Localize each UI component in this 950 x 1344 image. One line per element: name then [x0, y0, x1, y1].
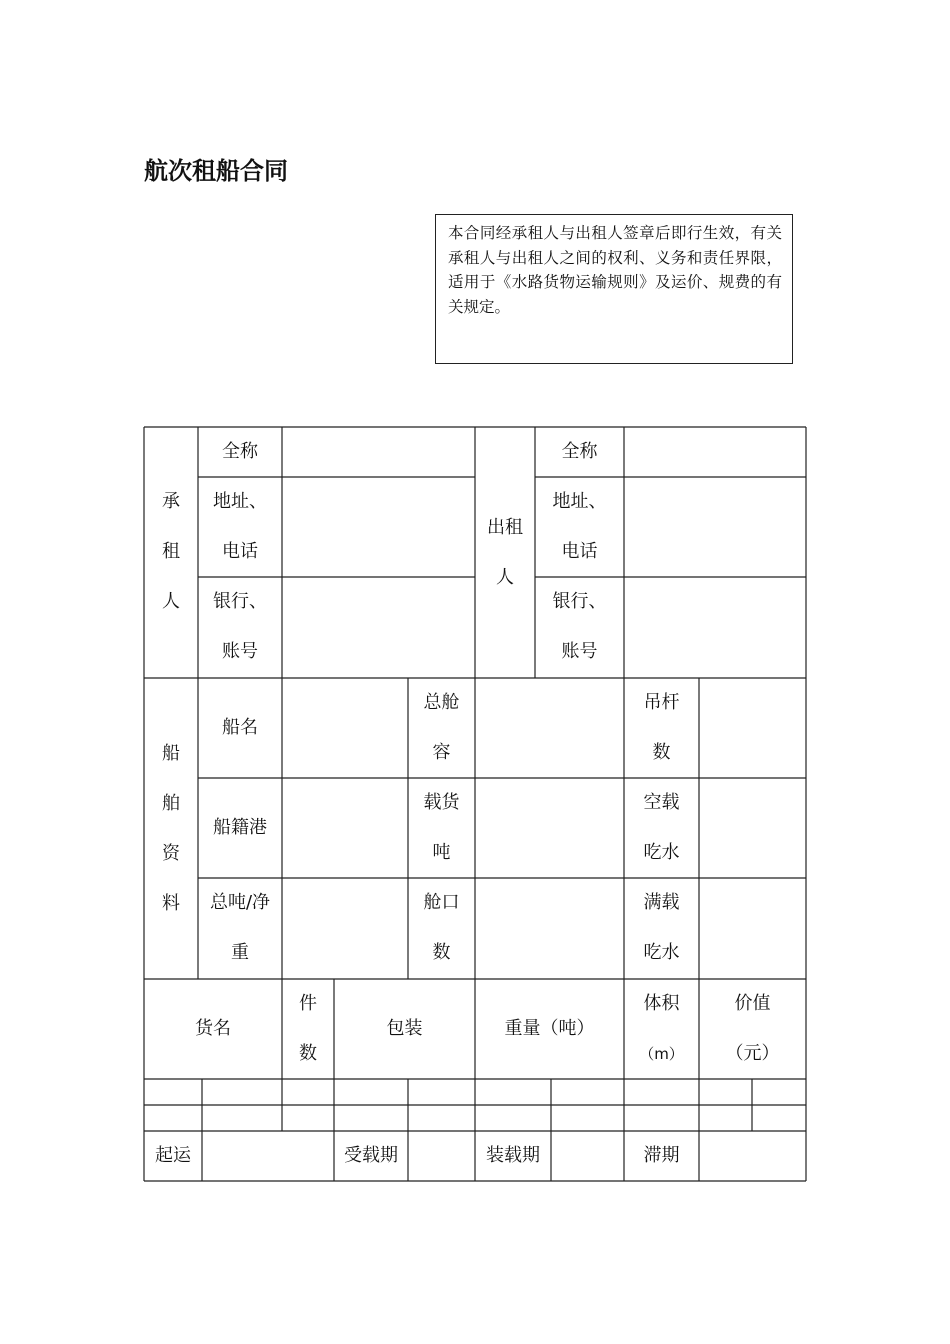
document-title: 航次租船合同	[144, 157, 288, 185]
cargo-value-header: 价值 （元）	[725, 993, 780, 1064]
owner-fullname-label: 全称	[561, 441, 598, 462]
charterer-bank-label: 银行、 账号	[213, 591, 267, 662]
ship-derricks-label: 吊杆 数	[643, 692, 680, 763]
cargo-volume-header: 体积 （m）	[639, 993, 684, 1063]
ship-name-label: 船名	[222, 717, 258, 738]
cargo-weight-header: 重量（吨）	[504, 1018, 595, 1039]
owner-address-label: 地址、 电话	[552, 491, 607, 562]
cargo-packing-header: 包装	[386, 1018, 423, 1039]
loading-period-label: 装载期	[486, 1145, 540, 1166]
ship-info-label: 船 舶 资 料	[162, 743, 180, 914]
note-text: 本合同经承租人与出租人签章后即行生效，有关承租人与出租人之间的权利、义务和责任界限，适用于《水路货物运输规则》及运价、规费的有关规定。	[448, 224, 782, 316]
ship-cargo-ton-label: 载货 吨	[423, 792, 460, 863]
owner-label: 出租 人	[487, 517, 523, 588]
charterer-label: 承 租 人	[162, 491, 180, 612]
cargo-name-header: 货名	[195, 1018, 231, 1039]
demurrage-label: 滞期	[643, 1145, 680, 1166]
cargo-pieces-header: 件 数	[299, 993, 317, 1064]
charterer-address-label: 地址、 电话	[213, 491, 267, 562]
ship-hatches-label: 舱口 数	[423, 892, 460, 963]
departure-label: 起运	[155, 1145, 191, 1166]
ship-tonnage-label: 总吨/净 重	[209, 892, 271, 963]
note-box	[435, 214, 793, 364]
ship-capacity-label: 总舱 容	[423, 692, 460, 763]
receiving-period-label: 受载期	[344, 1145, 398, 1166]
owner-bank-label: 银行、 账号	[552, 591, 607, 662]
ship-registry-label: 船籍港	[213, 817, 267, 838]
ship-full-draft-label: 满载 吃水	[643, 892, 680, 963]
ship-light-draft-label: 空载 吃水	[643, 792, 680, 863]
charterer-fullname-label: 全称	[222, 441, 258, 462]
